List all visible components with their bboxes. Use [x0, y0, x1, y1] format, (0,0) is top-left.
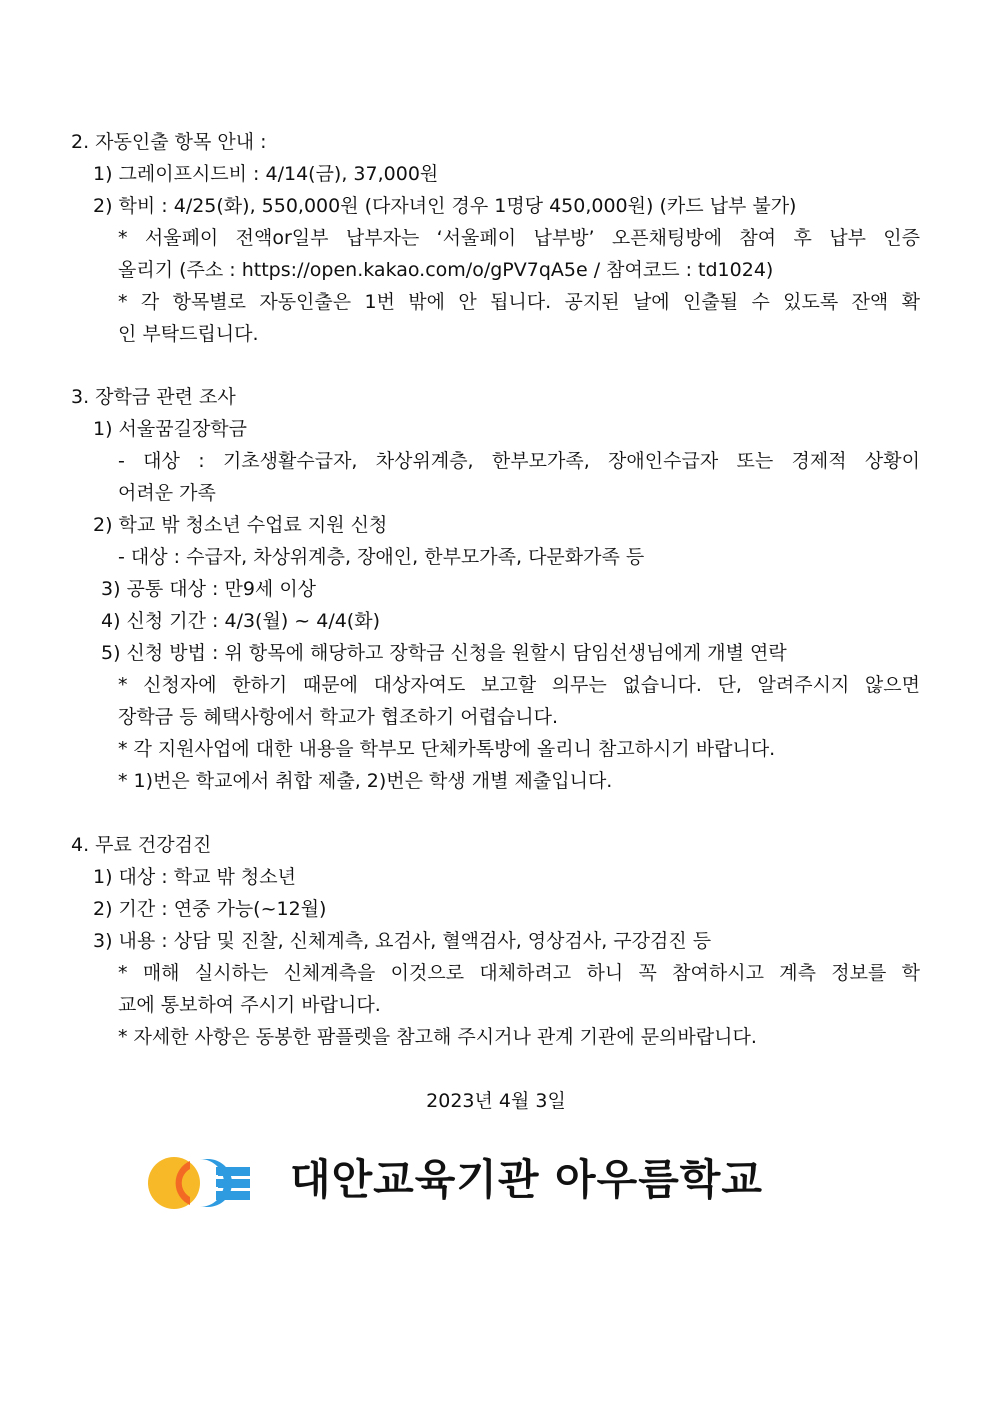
- section4-heading: 4. 무료 건강검진: [71, 834, 212, 856]
- section4-note1-line2: 교에 통보하여 주시기 바랍니다.: [118, 994, 381, 1016]
- section3-item3: 3) 공통 대상 : 만9세 이상: [101, 578, 317, 600]
- section4-item3: 3) 내용 : 상담 및 진찰, 신체계측, 요검사, 혈액검사, 영상검사, 구강검진 등: [93, 930, 712, 952]
- section3-note3: * 1)번은 학교에서 취합 제출, 2)번은 학생 개별 제출입니다.: [118, 770, 613, 792]
- section3-item1-target-line2: 어려운 가족: [118, 482, 216, 504]
- section3-note2: * 각 지원사업에 대한 내용을 학부모 단체카톡방에 올리니 참고하시기 바랍니다.: [118, 738, 776, 760]
- section3-item1-target-line1: - 대상 : 기초생활수급자, 차상위계층, 한부모가족, 장애인수급자 또는 경제적 상황이: [118, 450, 920, 472]
- issue-date: 2023년 4월 3일: [426, 1090, 566, 1112]
- section2-item1: 1) 그레이프시드비 : 4/14(금), 37,000원: [93, 163, 439, 185]
- section3-item5: 5) 신청 방법 : 위 항목에 해당하고 장학금 신청을 원할시 담임선생님에게 개별 연락: [101, 642, 787, 664]
- section4-note1-line1: * 매해 실시하는 신체계측을 이것으로 대체하려고 하니 꼭 참여하시고 계측 정보를 학: [118, 962, 920, 984]
- section3-item2-target: - 대상 : 수급자, 차상위계층, 장애인, 한부모가족, 다문화가족 등: [118, 546, 645, 568]
- section3-item1: 1) 서울꿈길장학금: [93, 418, 248, 440]
- section3-item4: 4) 신청 기간 : 4/3(월) ~ 4/4(화): [101, 610, 380, 632]
- school-name: 대안교육기관 아우름학교: [290, 1155, 763, 1204]
- section3-heading: 3. 장학금 관련 조사: [71, 386, 236, 408]
- section3-note1-line2: 장학금 등 혜택사항에서 학교가 협조하기 어렵습니다.: [118, 706, 559, 728]
- section2-note2-line2: 인 부탁드립니다.: [118, 323, 259, 345]
- section2-note1-line1: * 서울페이 전액or일부 납부자는 ‘서울페이 납부방’ 오픈채팅방에 참여 후 납부 인증: [118, 227, 920, 249]
- section4-item2: 2) 기간 : 연중 가능(~12월): [93, 898, 327, 920]
- section2-item2: 2) 학비 : 4/25(화), 550,000원 (다자녀인 경우 1명당 450,000원) (카드 납부 불가): [93, 195, 797, 217]
- section2-heading: 2. 자동인출 항목 안내 :: [71, 131, 267, 153]
- section4-note2: * 자세한 사항은 동봉한 팜플렛을 참고해 주시거나 관계 기관에 문의바랍니다.: [118, 1026, 757, 1048]
- section3-note1-line1: * 신청자에 한하기 때문에 대상자여도 보고할 의무는 없습니다. 단, 알려주시지 않으면: [118, 674, 920, 696]
- school-logo-icon: [146, 1155, 252, 1211]
- section3-item2: 2) 학교 밖 청소년 수업료 지원 신청: [93, 514, 388, 536]
- section4-item1: 1) 대상 : 학교 밖 청소년: [93, 866, 296, 888]
- section2-note1-line2: 올리기 (주소 : https://open.kakao.com/o/gPV7qA5e / 참여코드 : td1024): [118, 259, 774, 281]
- section2-note2-line1: * 각 항목별로 자동인출은 1번 밖에 안 됩니다. 공지된 날에 인출될 수 있도록 잔액 확: [118, 291, 920, 313]
